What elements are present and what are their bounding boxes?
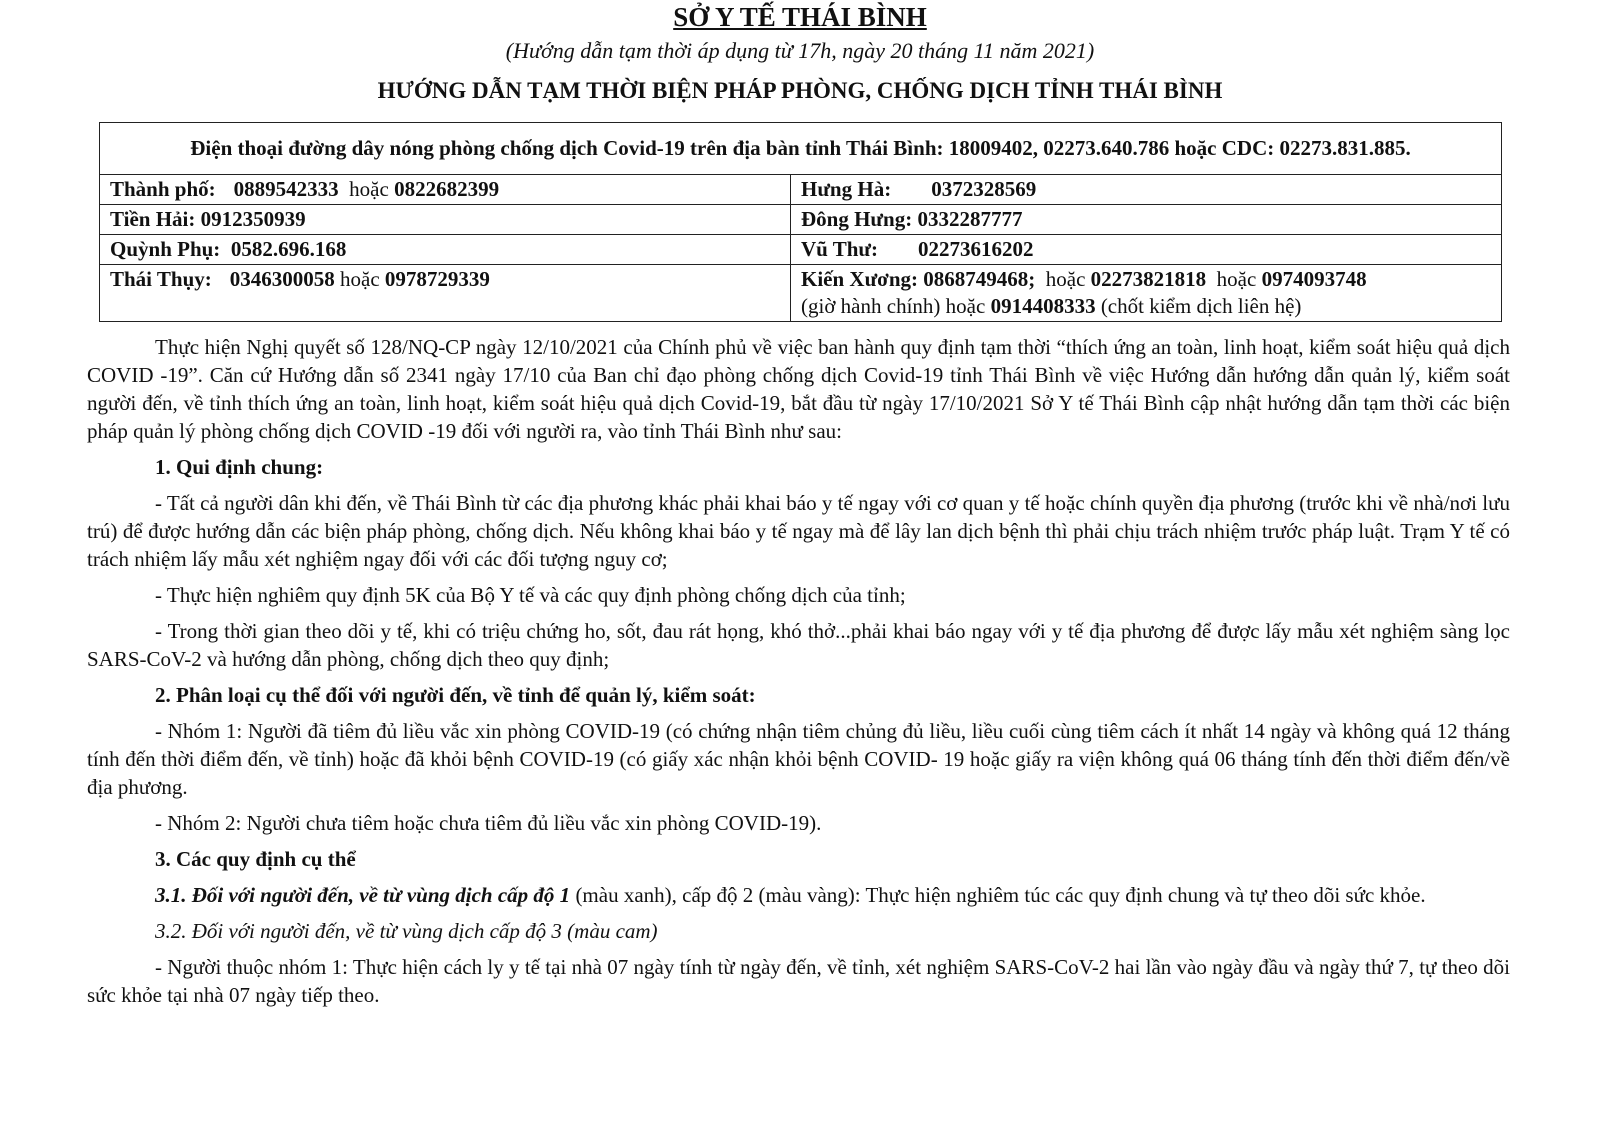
document-heading: HƯỚNG DẪN TẠM THỜI BIỆN PHÁP PHÒNG, CHỐNG DỊCH TỈNH THÁI BÌNH (377, 78, 1223, 103)
section-2-paragraph: - Nhóm 2: Người chưa tiêm hoặc chưa tiêm đủ liều vắc xin phòng COVID-19). (155, 811, 822, 835)
hotline-top-row (100, 123, 1502, 175)
or-text: hoặc (1045, 267, 1086, 291)
section-3-2-heading: 3.2. Đối với người đến, về từ vùng dịch cấp độ 3 (màu cam) (155, 919, 658, 943)
hotline-row (100, 235, 1502, 265)
district-label: Vũ Thư: (801, 237, 878, 261)
district-label: Tiền Hải: (110, 207, 196, 231)
district-label: Quỳnh Phụ: (110, 237, 221, 261)
section-1-paragraph: - Tất cả người dân khi đến, về Thái Bình từ các địa phương khác phải khai báo y tế ngay với cơ quan y tế hoặc chính quyền địa phương (trước khi về nhà/nơi lưu trú) để được hướng dẫn các biện pháp phòng, chống dịch. Nếu không khai báo y tế ngay mà để lây lan dịch bệnh thì phải chịu trách nhiệm trước pháp luật. Trạm Y tế có trách nhiệm lấy mẫu xét nghiệm ngay đối với các đối tượng nguy cơ; (87, 491, 1510, 571)
phone-number: 0912350939 (200, 207, 306, 231)
phone-number: 02273821818 (1090, 267, 1207, 291)
document-subtitle: (Hướng dẫn tạm thời áp dụng từ 17h, ngày 20 tháng 11 năm 2021) (505, 38, 1095, 63)
hotline-cell-vu-thu (791, 235, 1502, 265)
phone-number: 0914408333 (990, 294, 1096, 318)
section-3-1-text: (màu xanh), cấp độ 2 (màu vàng): Thực hiện nghiêm túc các quy định chung và tự theo dõi sức khỏe. (570, 883, 1426, 907)
section-3-heading: 3. Các quy định cụ thể (155, 847, 356, 871)
district-label: Thái Thụy: (110, 267, 212, 291)
phone-number: 02273616202 (918, 237, 1034, 261)
section-1-paragraph: - Thực hiện nghiêm quy định 5K của Bộ Y tế và các quy định phòng chống dịch của tỉnh; (155, 583, 906, 607)
section-2-heading: 2. Phân loại cụ thể đối với người đến, về tỉnh để quản lý, kiểm soát: (155, 683, 756, 707)
or-text: hoặc (349, 177, 389, 201)
hotline-cell-thai-thuy (100, 265, 791, 322)
hotline-cell-tien-hai (100, 205, 791, 235)
document-title: SỞ Y TẾ THÁI BÌNH (673, 2, 927, 32)
section-2-paragraph: - Nhóm 1: Người đã tiêm đủ liều vắc xin phòng COVID-19 (có chứng nhận tiêm chủng đủ liều, liều cuối cùng tiêm cách ít nhất 14 ngày và không quá 12 tháng tính đến thời điểm đến, về tỉnh) hoặc đã khỏi bệnh COVID-19 (có giấy xác nhận khỏi bệnh COVID- 19 hoặc giấy ra viện không quá 06 tháng tính đến thời điểm đến/về địa phương. (87, 719, 1510, 799)
district-label: Hưng Hà: (801, 177, 892, 201)
hotline-cell-quynh-phu (100, 235, 791, 265)
phone-number: 0889542333 (233, 177, 339, 201)
district-label: Đông Hưng: (801, 207, 913, 231)
district-label: Thành phố: (110, 177, 216, 201)
section-3-2-paragraph: - Người thuộc nhóm 1: Thực hiện cách ly y tế tại nhà 07 ngày tính từ ngày đến, về tỉnh, xét nghiệm SARS-CoV-2 hai lần vào ngày đầu và ngày thứ 7, tự theo dõi sức khỏe tại nhà 07 ngày tiếp theo. (87, 955, 1510, 1007)
office-hours-note: (giờ hành chính) (801, 294, 941, 318)
hotline-cell-hung-ha (791, 175, 1502, 205)
or-text: hoặc (1216, 267, 1257, 291)
document-body (87, 333, 1510, 1017)
phone-number: 0582.696.168 (230, 237, 347, 261)
phone-number: 0974093748 (1261, 267, 1367, 291)
hotline-row (100, 265, 1502, 322)
hotline-table (99, 122, 1502, 322)
district-label: Kiến Xương: (801, 267, 918, 291)
hotline-cell-kien-xuong (791, 265, 1502, 322)
hotline-cell-dong-hung (791, 205, 1502, 235)
checkpoint-note: (chốt kiểm dịch liên hệ) (1100, 294, 1302, 318)
phone-number: 0822682399 (394, 177, 500, 201)
phone-number: 0868749468; (923, 267, 1036, 291)
hotline-main-numbers: Điện thoại đường dây nóng phòng chống dịch Covid-19 trên địa bàn tỉnh Thái Bình: 18009402, 02273.640.786 hoặc CDC: 02273.831.885. (100, 123, 1502, 175)
section-3-1-paragraph (87, 881, 1510, 909)
phone-number: 0346300058 (229, 267, 335, 291)
section-1-heading: 1. Qui định chung: (155, 455, 324, 479)
hotline-row (100, 205, 1502, 235)
section-3-1-lead: 3.1. Đối với người đến, về từ vùng dịch cấp độ 1 (155, 883, 571, 907)
phone-number: 0332287777 (917, 207, 1023, 231)
or-text: hoặc (340, 267, 380, 291)
section-1-paragraph: - Trong thời gian theo dõi y tế, khi có triệu chứng ho, sốt, đau rát họng, khó thở...phải khai báo ngay với y tế địa phương để được lấy mẫu xét nghiệm sàng lọc SARS-CoV-2 và hướng dẫn phòng, chống dịch theo quy định; (87, 619, 1510, 671)
hotline-cell-thanh-pho (100, 175, 791, 205)
hotline-row (100, 175, 1502, 205)
phone-number: 0372328569 (931, 177, 1037, 201)
phone-number: 0978729339 (384, 267, 490, 291)
or-text: hoặc (945, 294, 986, 318)
intro-paragraph: Thực hiện Nghị quyết số 128/NQ-CP ngày 12/10/2021 của Chính phủ về việc ban hành quy định tạm thời “thích ứng an toàn, linh hoạt, kiểm soát hiệu quả dịch COVID -19”. Căn cứ Hướng dẫn số 2341 ngày 17/10 của Ban chỉ đạo phòng chống dịch Covid-19 tỉnh Thái Bình về việc Hướng dẫn hướng dẫn quản lý, kiểm soát người đến, về tỉnh thích ứng an toàn, linh hoạt, kiểm soát hiệu quả dịch Covid-19, bắt đầu từ ngày 17/10/2021 Sở Y tế Thái Bình cập nhật hướng dẫn tạm thời các biện pháp quản lý phòng chống dịch COVID -19 đối với người ra, vào tỉnh Thái Bình như sau: (87, 335, 1510, 443)
